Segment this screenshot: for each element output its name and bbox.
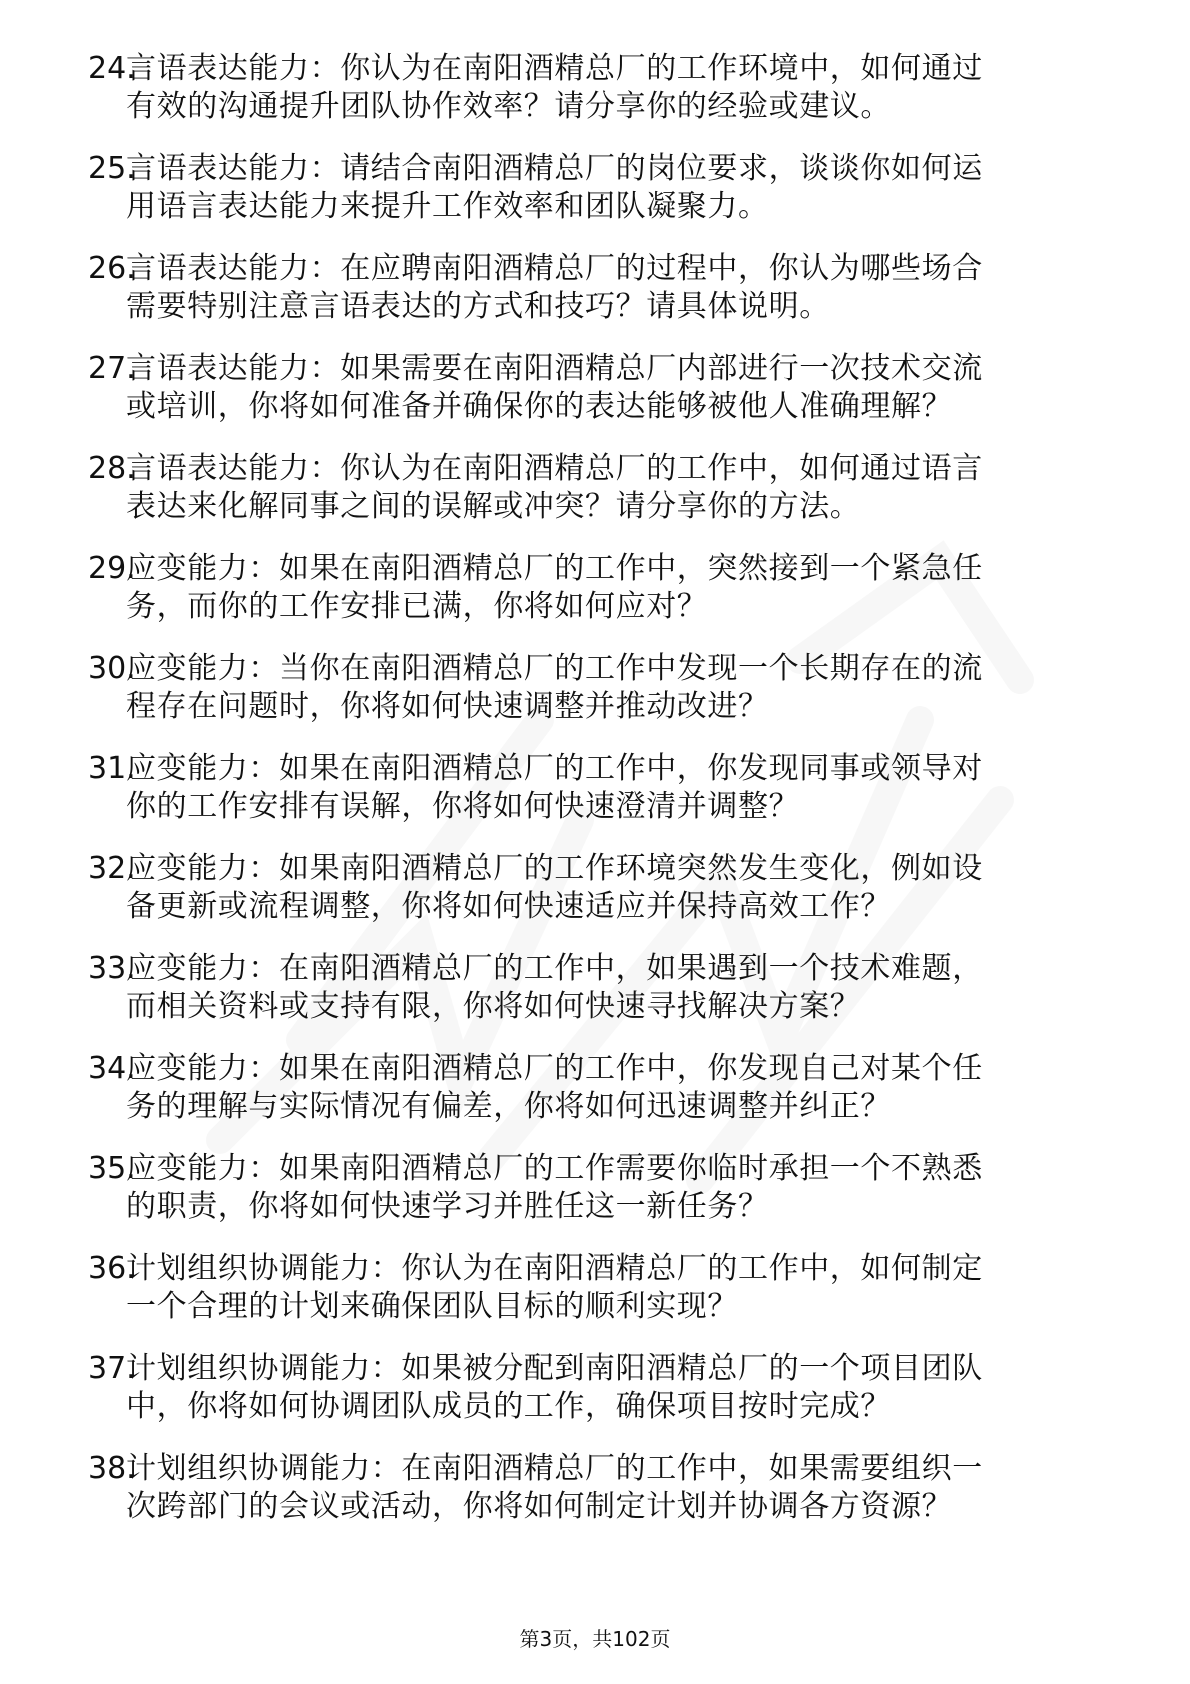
question-text-line: 务的理解与实际情况有偏差，你将如何迅速调整并纠正？ <box>126 1089 891 1124</box>
question-text-line: 言语表达能力：在应聘南阳酒精总厂的过程中，你认为哪些场合 <box>126 251 983 286</box>
question-text-line: 需要特别注意言语表达的方式和技巧？请具体说明。 <box>126 289 830 324</box>
question-text-line: 表达来化解同事之间的误解或冲突？请分享你的方法。 <box>126 489 861 524</box>
question-text-line: 应变能力：在南阳酒精总厂的工作中，如果遇到一个技术难题， <box>126 951 983 986</box>
question-item <box>0 846 1190 946</box>
question-item <box>0 246 1190 346</box>
question-text <box>126 1050 1116 1126</box>
question-item <box>0 46 1190 146</box>
question-number: 25. <box>88 151 136 186</box>
question-number: 30. <box>88 651 136 686</box>
question-item <box>0 1346 1190 1446</box>
question-text <box>126 50 1116 126</box>
question-text-line: 或培训，你将如何准备并确保你的表达能够被他人准确理解？ <box>126 389 953 424</box>
question-text-line: 有效的沟通提升团队协作效率？请分享你的经验或建议。 <box>126 89 891 124</box>
question-text-line: 言语表达能力：你认为在南阳酒精总厂的工作环境中，如何通过 <box>126 51 983 86</box>
question-text-line: 应变能力：如果南阳酒精总厂的工作环境突然发生变化，例如设 <box>126 851 983 886</box>
question-number: 36. <box>88 1251 136 1286</box>
question-number: 24. <box>88 51 136 86</box>
question-text-line: 而相关资料或支持有限，你将如何快速寻找解决方案？ <box>126 989 861 1024</box>
question-text-line: 应变能力：如果南阳酒精总厂的工作需要你临时承担一个不熟悉 <box>126 1151 983 1186</box>
question-item <box>0 446 1190 546</box>
question-item <box>0 746 1190 846</box>
question-text <box>126 650 1116 726</box>
question-number: 37. <box>88 1351 136 1386</box>
question-text-line: 你的工作安排有误解，你将如何快速澄清并调整？ <box>126 789 800 824</box>
question-text <box>126 350 1116 426</box>
question-item <box>0 1146 1190 1246</box>
question-text <box>126 1450 1116 1526</box>
question-text-line: 应变能力：当你在南阳酒精总厂的工作中发现一个长期存在的流 <box>126 651 983 686</box>
question-number: 32. <box>88 851 136 886</box>
question-number: 27. <box>88 351 136 386</box>
question-item <box>0 346 1190 446</box>
question-number: 34. <box>88 1051 136 1086</box>
question-number: 38. <box>88 1451 136 1486</box>
question-text <box>126 950 1116 1026</box>
question-text-line: 一个合理的计划来确保团队目标的顺利实现？ <box>126 1289 738 1324</box>
question-item <box>0 646 1190 746</box>
question-text-line: 中，你将如何协调团队成员的工作，确保项目按时完成？ <box>126 1389 891 1424</box>
question-text-line: 备更新或流程调整，你将如何快速适应并保持高效工作？ <box>126 889 891 924</box>
question-text-line: 的职责，你将如何快速学习并胜任这一新任务？ <box>126 1189 769 1224</box>
question-item <box>0 146 1190 246</box>
question-text-line: 言语表达能力：你认为在南阳酒精总厂的工作中，如何通过语言 <box>126 451 983 486</box>
question-text <box>126 450 1116 526</box>
question-text <box>126 1150 1116 1226</box>
question-item <box>0 1446 1190 1546</box>
question-text <box>126 250 1116 326</box>
question-item <box>0 546 1190 646</box>
question-text-line: 次跨部门的会议或活动，你将如何制定计划并协调各方资源？ <box>126 1489 953 1524</box>
question-text-line: 用语言表达能力来提升工作效率和团队凝聚力。 <box>126 189 769 224</box>
question-text-line: 应变能力：如果在南阳酒精总厂的工作中，你发现同事或领导对 <box>126 751 983 786</box>
question-item <box>0 1046 1190 1146</box>
question-number: 26. <box>88 251 136 286</box>
question-text <box>126 150 1116 226</box>
question-text <box>126 1350 1116 1426</box>
question-number: 28. <box>88 451 136 486</box>
question-list <box>0 46 1190 1546</box>
question-text-line: 应变能力：如果在南阳酒精总厂的工作中，你发现自己对某个任 <box>126 1051 983 1086</box>
question-text-line: 程存在问题时，你将如何快速调整并推动改进？ <box>126 689 769 724</box>
question-text-line: 计划组织协调能力：在南阳酒精总厂的工作中，如果需要组织一 <box>126 1451 983 1486</box>
question-text-line: 应变能力：如果在南阳酒精总厂的工作中，突然接到一个紧急任 <box>126 551 983 586</box>
question-number: 33. <box>88 951 136 986</box>
question-number: 29. <box>88 551 136 586</box>
page-number-footer: 第3页，共102页 <box>519 1627 671 1651</box>
question-text-line: 务，而你的工作安排已满，你将如何应对？ <box>126 589 708 624</box>
question-text <box>126 550 1116 626</box>
question-item <box>0 946 1190 1046</box>
question-text-line: 计划组织协调能力：你认为在南阳酒精总厂的工作中，如何制定 <box>126 1251 983 1286</box>
question-text <box>126 750 1116 826</box>
question-text-line: 言语表达能力：如果需要在南阳酒精总厂内部进行一次技术交流 <box>126 351 983 386</box>
question-text-line: 计划组织协调能力：如果被分配到南阳酒精总厂的一个项目团队 <box>126 1351 983 1386</box>
question-number: 35. <box>88 1151 136 1186</box>
question-text <box>126 1250 1116 1326</box>
question-text <box>126 850 1116 926</box>
question-number: 31. <box>88 751 136 786</box>
question-text-line: 言语表达能力：请结合南阳酒精总厂的岗位要求，谈谈你如何运 <box>126 151 983 186</box>
question-item <box>0 1246 1190 1346</box>
